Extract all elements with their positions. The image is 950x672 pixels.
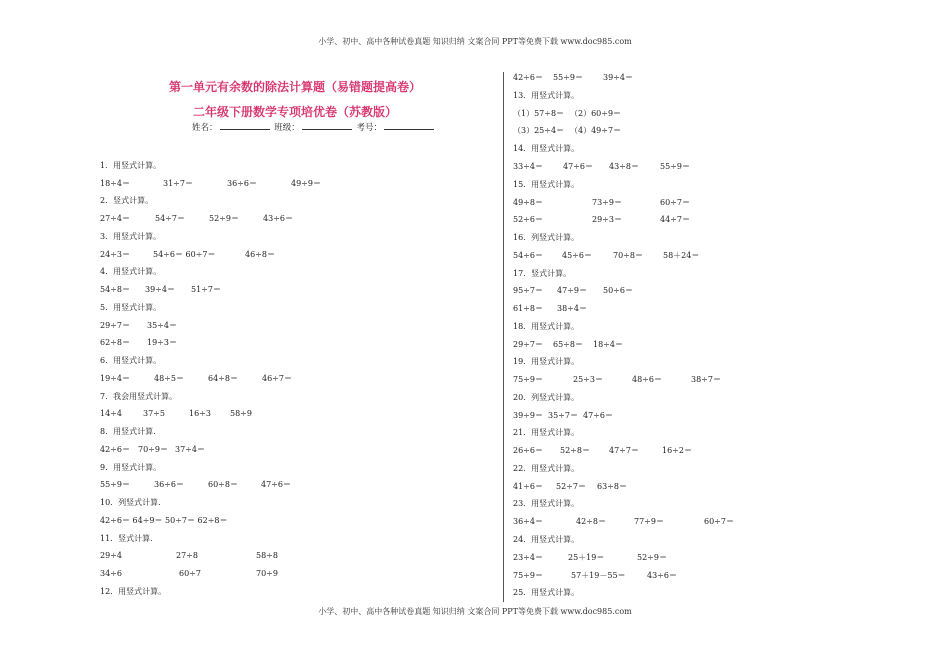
problem-expression: 26÷6＝: [513, 446, 543, 455]
right-column-line: [0, 445, 950, 457]
problem-expression: 33÷4＝: [513, 162, 543, 171]
problem-expression: 44÷7＝: [660, 215, 690, 224]
problem-expression: 42÷6＝ 64÷9＝ 50÷7＝ 62÷8＝: [100, 516, 228, 525]
problem-expression: 25÷3＝: [573, 375, 603, 384]
right-column-line: [0, 463, 950, 475]
problem-expression: 14÷4: [100, 409, 122, 418]
problem-expression: 38÷4＝: [557, 304, 587, 313]
problem-expression: 39÷9＝: [513, 411, 543, 420]
problem-expression: 48÷5＝: [154, 374, 184, 383]
problem-expression: 52÷7＝: [556, 482, 586, 491]
right-column-line: [0, 268, 950, 280]
problem-expression: 24÷3＝: [100, 250, 130, 259]
problem-expression: （2）60÷9＝: [570, 109, 622, 118]
problem-expression: 35÷7＝: [548, 411, 578, 420]
problem-expression: 29÷4: [100, 551, 122, 560]
question-heading: 18．用竖式计算。: [513, 322, 580, 331]
problem-expression: 58＋24＝: [663, 251, 700, 260]
problem-expression: 70÷9: [256, 569, 278, 578]
question-heading: 23．用竖式计算。: [513, 499, 580, 508]
problem-expression: 34÷6: [100, 569, 122, 578]
problem-expression: 63÷8＝: [597, 482, 627, 491]
right-column-line: [0, 321, 950, 333]
problem-expression: 39÷4＝: [603, 73, 633, 82]
right-column-line: [0, 374, 950, 386]
problem-expression: 46÷7＝: [262, 374, 292, 383]
problem-expression: 75÷9＝: [513, 375, 543, 384]
right-column-line: [0, 285, 950, 297]
problem-expression: 38÷7＝: [691, 375, 721, 384]
problem-expression: 70÷8＝: [613, 251, 643, 260]
problem-expression: 41÷6＝: [513, 482, 543, 491]
problem-expression: 42÷6＝: [100, 445, 130, 454]
problem-expression: 52÷6＝: [513, 215, 543, 224]
problem-expression: 39÷4＝: [145, 285, 175, 294]
problem-expression: 37÷5: [143, 409, 165, 418]
question-heading: 7．我会用竖式计算。: [100, 392, 178, 401]
problem-expression: 64÷8＝: [208, 374, 238, 383]
right-column-line: [0, 392, 950, 404]
problem-expression: 27÷4＝: [100, 214, 130, 223]
problem-expression: 52÷9＝: [637, 553, 667, 562]
question-heading: 3．用竖式计算。: [100, 232, 162, 241]
problem-expression: 65÷8＝: [553, 340, 583, 349]
question-heading: 2．竖式计算。: [100, 196, 154, 205]
question-heading: 5．用竖式计算。: [100, 303, 162, 312]
right-column-line: [0, 570, 950, 582]
right-column-line: [0, 498, 950, 510]
right-column-line: [0, 427, 950, 439]
problem-expression: 29÷7＝: [513, 340, 543, 349]
question-heading: 24．用竖式计算。: [513, 535, 580, 544]
problem-expression: 29÷3＝: [592, 215, 622, 224]
right-column-line: [0, 410, 950, 422]
question-heading: 6．用竖式计算。: [100, 356, 162, 365]
problem-expression: 54÷6＝: [513, 251, 543, 260]
question-heading: 19．用竖式计算。: [513, 357, 580, 366]
right-column-line: [0, 339, 950, 351]
problem-expression: 49÷8＝: [513, 198, 543, 207]
problem-expression: 42÷8＝: [576, 517, 606, 526]
question-heading: 25．用竖式计算。: [513, 588, 580, 597]
worksheet-title: 第一单元有余数的除法计算题（易错题提高卷）: [168, 80, 421, 94]
problem-expression: 27÷8: [176, 551, 198, 560]
exam-number-label: 考号：: [356, 123, 382, 133]
question-heading: 10．列竖式计算.: [100, 498, 161, 507]
problem-expression: 47÷6＝: [583, 411, 613, 420]
question-heading: 17．竖式计算。: [513, 269, 572, 278]
question-heading: 16．列竖式计算。: [513, 233, 580, 242]
problem-expression: 35÷4＝: [147, 321, 177, 330]
problem-expression: 19÷4＝: [100, 374, 130, 383]
problem-expression: 47÷6＝: [261, 480, 291, 489]
problem-expression: 43÷6＝: [647, 571, 677, 580]
question-heading: 13．用竖式计算。: [513, 91, 580, 100]
right-column-line: [0, 303, 950, 315]
right-column-line: [0, 232, 950, 244]
problem-expression: 36÷6＝: [154, 480, 184, 489]
right-column-line: [0, 108, 950, 120]
problem-expression: 58÷8: [256, 551, 278, 560]
name-label: 姓名：: [192, 123, 218, 133]
problem-expression: 49÷9＝: [291, 179, 321, 188]
right-column-line: [0, 72, 950, 84]
question-heading: 12．用竖式计算。: [100, 587, 167, 596]
problem-expression: （4）49÷7＝: [570, 126, 622, 135]
right-column-line: [0, 552, 950, 564]
problem-expression: 60÷7＝: [660, 198, 690, 207]
problem-expression: 50÷6＝: [603, 286, 633, 295]
problem-expression: 16÷2＝: [662, 446, 692, 455]
question-heading: 8．用竖式计算.: [100, 427, 156, 436]
question-heading: 1．用竖式计算。: [100, 161, 162, 170]
question-heading: 9．用竖式计算。: [100, 463, 162, 472]
problem-expression: 77÷9＝: [634, 517, 664, 526]
problem-expression: 43÷6＝: [263, 214, 293, 223]
problem-expression: 25＋19＝: [568, 553, 605, 562]
question-heading: 14．用竖式计算。: [513, 144, 580, 153]
problem-expression: 48÷6＝: [632, 375, 662, 384]
problem-expression: 42÷6＝: [513, 73, 543, 82]
page-footer: 小学、初中、高中各种试卷真题 知识归纳 文案合同 PPT等免费下载 www.doc985.com: [318, 607, 632, 616]
right-column-line: [0, 90, 950, 102]
worksheet-subtitle: 二年级下册数学专项培优卷（苏教版）: [192, 105, 397, 119]
question-heading: 15．用竖式计算。: [513, 180, 580, 189]
problem-expression: 73÷9＝: [592, 198, 622, 207]
right-column-line: [0, 161, 950, 173]
right-column-line: [0, 143, 950, 155]
problem-expression: 62÷8＝: [100, 338, 130, 347]
right-column-line: [0, 481, 950, 493]
problem-expression: 60÷8＝: [208, 480, 238, 489]
problem-expression: 18÷4＝: [100, 179, 130, 188]
problem-expression: 37÷4＝: [175, 445, 205, 454]
problem-expression: 43÷8＝: [609, 162, 639, 171]
problem-expression: 54÷6＝ 60÷7＝: [153, 250, 216, 259]
right-column-line: [0, 179, 950, 191]
question-heading: 22．用竖式计算。: [513, 464, 580, 473]
problem-expression: 51÷7＝: [191, 285, 221, 294]
right-column-line: [0, 534, 950, 546]
right-column-line: [0, 214, 950, 226]
page-header: 小学、初中、高中各种试卷真题 知识归纳 文案合同 PPT等免费下载 www.doc985.com: [318, 37, 632, 46]
right-column-line: [0, 356, 950, 368]
problem-expression: 36÷4＝: [513, 517, 543, 526]
problem-expression: 75÷9＝: [513, 571, 543, 580]
problem-expression: 47÷9＝: [557, 286, 587, 295]
problem-expression: 61÷8＝: [513, 304, 543, 313]
problem-expression: 19÷3＝: [147, 338, 177, 347]
problem-expression: 95÷7＝: [513, 286, 543, 295]
question-heading: 21．用竖式计算。: [513, 428, 580, 437]
problem-expression: 52÷9＝: [209, 214, 239, 223]
problem-expression: 57＋19－55＝: [571, 571, 626, 580]
problem-expression: 54÷8＝: [100, 285, 130, 294]
problem-expression: 18÷4＝: [593, 340, 623, 349]
question-heading: 20．列竖式计算。: [513, 393, 580, 402]
problem-expression: 47÷7＝: [609, 446, 639, 455]
right-column-line: [0, 197, 950, 209]
problem-expression: 47÷6＝: [563, 162, 593, 171]
problem-expression: 58÷9: [230, 409, 252, 418]
problem-expression: 16÷3: [189, 409, 211, 418]
problem-expression: 70÷9＝: [138, 445, 168, 454]
question-heading: 4．用竖式计算。: [100, 267, 162, 276]
right-column-line: [0, 516, 950, 528]
problem-expression: 46÷8＝: [245, 250, 275, 259]
problem-expression: （3）25÷4＝: [513, 126, 565, 135]
problem-expression: 31÷7＝: [163, 179, 193, 188]
right-column-line: [0, 250, 950, 262]
problem-expression: 29÷7＝: [100, 321, 130, 330]
problem-expression: 55÷9＝: [100, 480, 130, 489]
right-column-line: [0, 587, 950, 599]
question-heading: 11．竖式计算.: [100, 534, 153, 543]
problem-expression: 36÷6＝: [227, 179, 257, 188]
problem-expression: 45÷6＝: [562, 251, 592, 260]
problem-expression: （1）57÷8＝: [513, 109, 565, 118]
right-column-line: [0, 125, 950, 137]
problem-expression: 23÷4＝: [513, 553, 543, 562]
problem-expression: 55÷9＝: [553, 73, 583, 82]
problem-expression: 60÷7＝: [704, 517, 734, 526]
problem-expression: 55÷9＝: [660, 162, 690, 171]
problem-expression: 54÷7＝: [155, 214, 185, 223]
class-label: 班级：: [274, 123, 300, 133]
problem-expression: 52÷8＝: [560, 446, 590, 455]
problem-expression: 60÷7: [179, 569, 201, 578]
